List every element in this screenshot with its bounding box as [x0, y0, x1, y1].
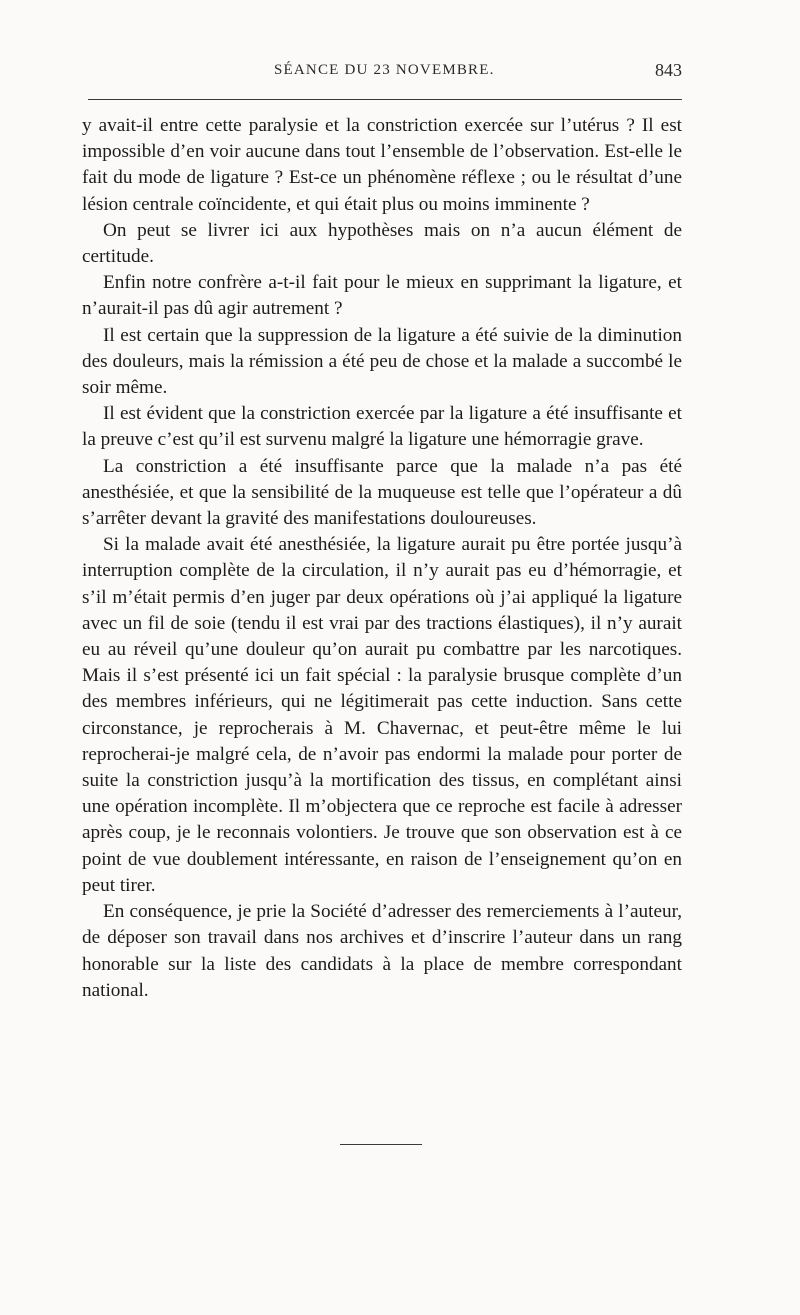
body-text: [82, 113, 682, 1004]
paragraph-1: y avait-il entre cette paralysie et la constriction exercée sur l’utérus ? Il est impossible d’en voir aucune dans tout l’ensemble de l’observation. Est-elle le fait du mode de ligature ? Est-ce un phénomène réflexe ; ou le résultat d’une lésion centrale coïncidente, et qui était plus ou moins imminente ?: [82, 115, 682, 215]
paragraph-4: Il est certain que la suppression de la ligature a été suivie de la diminution des douleurs, mais la rémission a été peu de chose et la malade a succombé le soir même.: [82, 324, 682, 399]
paragraph-6: La constriction a été insuffisante parce que la malade n’a pas été anesthésiée, et que la sensibilité de la muqueuse est telle que l’opérateur a dû s’arrêter devant la gravité des manifestations douloureuses.: [82, 455, 682, 530]
paragraph-2: On peut se livrer ici aux hypothèses mais on n’a aucun élément de certitude.: [82, 219, 682, 268]
paragraph-3: Enfin notre confrère a-t-il fait pour le mieux en supprimant la ligature, et n’aurait-il pas dû agir autrement ?: [82, 272, 682, 320]
section-end-rule: [340, 1144, 422, 1145]
page-number: 843: [655, 60, 682, 80]
running-head: [88, 62, 682, 86]
header-rule: [88, 99, 682, 100]
paragraph-8: En conséquence, je prie la Société d’adresser des remerciements à l’auteur, de déposer son travail dans nos archives et d’inscrire l’auteur dans un rang honorable sur la liste des candidats à la place de membre correspondant national.: [82, 901, 682, 1001]
running-title: SÉANCE DU 23 NOVEMBRE.: [274, 62, 495, 78]
paragraph-7: Si la malade avait été anesthésiée, la ligature aurait pu être portée jusqu’à interruption complète de la circulation, il n’y aurait pas eu d’hémorragie, et s’il m’était permis d’en juger par deux opérations où j’ai appliqué la ligature avec un fil de soie (tendu il est vrai par des tractions élastiques), il n’y aurait eu au réveil qu’une douleur qu’on aurait pu combattre par les narcotiques. Mais il s’est présenté ici un fait spécial : la paralysie brusque complète d’un des membres inférieurs, qui ne légitimerait pas cette induction. Sans cette circonstance, je reprocherais à M. Chavernac, et peut-être même le lui reprocherai-je malgré cela, de n’avoir pas endormi la malade pour porter de suite la constriction jusqu’à la mortification des tissus, en complétant ainsi une opération incomplète. Il m’objectera que ce reproche est facile à adresser après coup, je le reconnais volontiers. Je trouve que son observation est à ce point de vue doublement intéressante, en raison de l’enseignement qu’on en peut tirer.: [82, 534, 682, 896]
paragraph-5: Il est évident que la constriction exercée par la ligature a été insuffisante et la preuve c’est qu’il est survenu malgré la ligature une hémorragie grave.: [82, 403, 682, 451]
